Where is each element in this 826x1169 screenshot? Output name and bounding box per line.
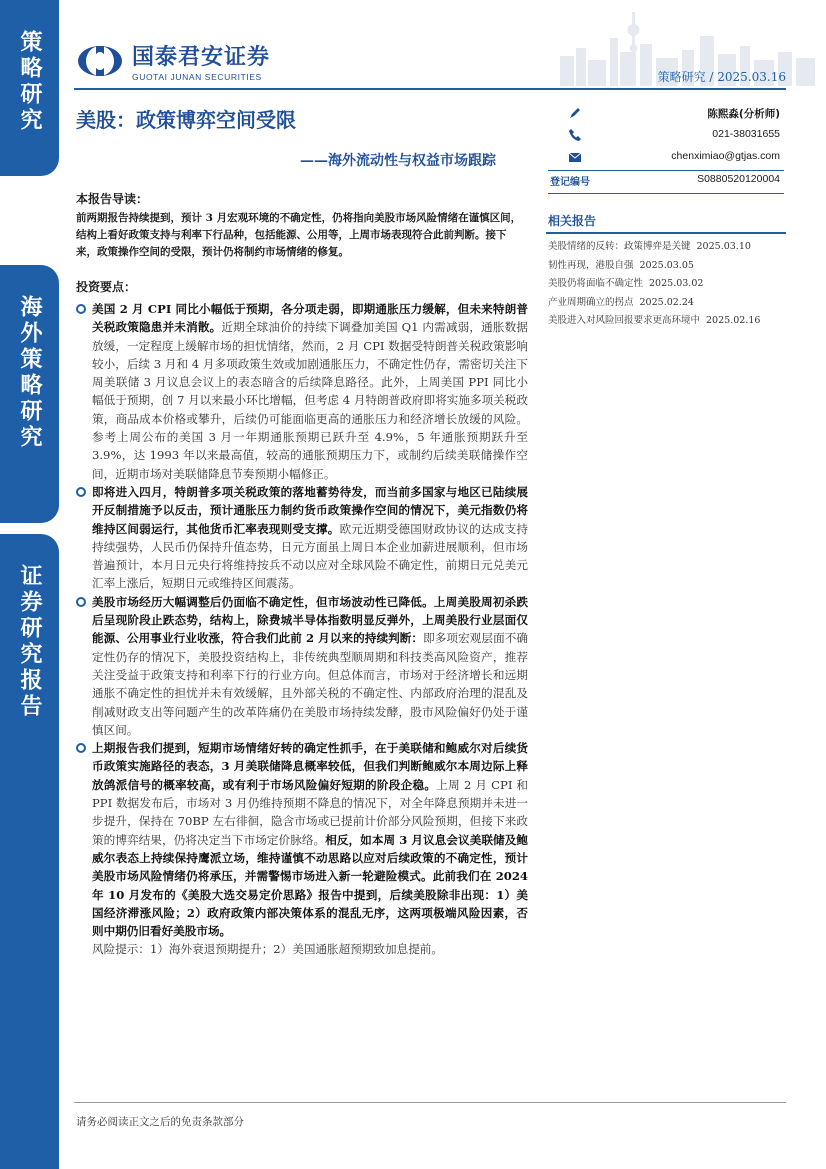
bottom-divider (74, 1102, 786, 1103)
phone-icon (568, 128, 582, 142)
sidebar-category-strategy: 策略研究 (0, 0, 59, 176)
investment-point: 美股市场经历大幅调整后仍面临不确定性，但市场波动性已降低。上周美股周初杀跌后呈现阶段止跌态势，结构上，除费城半导体指数明显反弹外，上周美股行业层面仅能源、公用事业行业收涨，符合我们此前 2 月以来的持续判断：即多项宏观层面不确定性仍存的情况下，美股投资结构上，非传统典型顺周期和科技类高风险资产，推荐关注受益于政策支持和利率下行的行业方向。但总体而言，市场对于经济增长和远期通胀不确定性的担忧并未有效缓解，且外部关税的不确定性、内部政府治理的混乱及削减财政支出等问题产生的改革阵痛仍在美股市场持续发酵，股市风险偏好仍处于谨慎区间。 (76, 593, 528, 739)
intro-heading: 本报告导读： (76, 192, 149, 206)
report-type-date: 策略研究 / 2025.03.16 (657, 70, 786, 84)
analyst-phone: 021-38031655 (712, 128, 780, 140)
investment-heading: 投资要点： (76, 280, 137, 294)
investment-point: 美国 2 月 CPI 同比小幅低于预期，各分项走弱，即期通胀压力缓解，但未来特朗普关税政策隐患并未消散。近期全球油价的持续下调叠加美国 Q1 内需减弱，通胀数据放缓，一定程度上缓解市场的担忧情绪，然而，2 月 CPI 数据受特朗普关税政策影响较小，后续 3 月和 4 月多项政策生效或加剧通胀压力，不确定性仍存，需密切关注下周美联储 3 月议息会议上的表态暗含的后续降息路径。此外，上周美国 PPI 同比小幅低于预期，创 7 月以来最小环比增幅，但考虑 4 月特朗普政府即将实施多项关税政策，商品成本价格或攀升，后续仍可能面临更高的通胀压力和经济增长放缓的风险。参考上周公布的美国 3 月一年期通胀预期已跃升至 4.9%，5 年通胀预期跃升至 3.9%，达 1993 年以来最高值，较高的通胀预期压力下，或制约后续美联储操作空间，近期市场对美联储降息节奏预期小幅修正。 (76, 300, 528, 483)
investment-point: 即将进入四月，特朗普多项关税政策的落地蓄势待发，而当前多国家与地区已陆续展开反制措施予以反击，预计通胀压力制约货币政策操作空间的情况下，美元指数仍将维持区间弱运行，其他货币汇率表现则受支撑。欧元近期受德国财政协议的达成支持持续强势，人民币仍保持升值态势，日元方面虽上周日本企业加薪进展顺利，但市场普遍预计，本月日元央行将维持按兵不动以应对全球风险不确定性，前期日元兑美元汇率上涨后，短期日元或维持区间震荡。 (76, 483, 528, 593)
analyst-name-row (548, 104, 784, 126)
investment-point: 上期报告我们提到，短期市场情绪好转的确定性抓手，在于美联储和鲍威尔对后续货币政策实施路径的表态，3 月美联储降息概率较低，但我们判断鲍威尔本周边际上释放鸽派信号的概率较高，或有利于市场风险偏好短期的阶段企稳。上周 2 月 CPI 和 PPI 数据发布后，市场对 3 月仍维持预期不降息的情况下，对全年降息预期并未进一步提升，保持在 70BP 左右徘徊，隐含市场或已提前计价部分风险预期，但接下来政策的博弈结果，仍将决定当下市场定价脉络。相反，如本周 3 月议息会议美联储及鲍威尔表态上持续保持鹰派立场，维持谨慎不动思路以应对后续政策的不确定性，预计美股市场风险情绪仍将承压，并需警惕市场进入新一轮避险模式。此前我们在 2024 年 10 月发布的《美股大选交易定价思路》报告中提到，后续美股除非出现：1）美国经济滞涨风险；2）政府政策内部决策体系的混乱无序，这两项极端风险因素，否则中期仍旧看好美股市场。 风险提示：1）海外衰退预期提升；2）美国通胀超预期致加息提前。 (76, 739, 528, 959)
brand-name-cn: 国泰君安证券 (132, 45, 271, 70)
bullet-circle-icon (76, 487, 86, 497)
reg-number: S0880520120004 (697, 173, 780, 185)
brand-name-en: GUOTAI JUNAN SECURITIES (132, 72, 262, 82)
logo-mark-icon (76, 44, 124, 78)
investment-points (76, 300, 528, 959)
bullet-circle-icon (76, 743, 86, 753)
related-item[interactable]: 美股仍将面临不确定性 2025.03.02 (548, 278, 704, 289)
analyst-name: 陈熙淼(分析师) (707, 108, 780, 120)
analyst-info (548, 104, 784, 194)
related-item[interactable]: 产业周期确立的拐点 2025.02.24 (548, 296, 694, 308)
bullet-circle-icon (76, 597, 86, 607)
disclaimer-note: 请务必阅读正文之后的免责条款部分 (76, 1116, 244, 1128)
reg-label: 登记编号 (550, 177, 590, 188)
bullet-circle-icon (76, 304, 86, 314)
analyst-reg-row (548, 171, 784, 193)
related-heading: 相关报告 (548, 214, 597, 228)
related-divider (546, 232, 786, 234)
related-item[interactable]: 韧性再现，港股自强 2025.03.05 (548, 259, 694, 271)
brand-logo (76, 40, 270, 82)
pen-icon (568, 106, 582, 120)
analyst-divider-bottom (548, 193, 784, 194)
top-divider (74, 88, 786, 90)
sidebar-category-overseas: 海外策略研究 (0, 265, 59, 523)
analyst-email-row (548, 148, 784, 170)
analyst-email[interactable]: chenximiao@gtjas.com (671, 150, 780, 162)
sidebar (0, 0, 59, 1169)
related-list (548, 238, 788, 331)
analyst-phone-row (548, 126, 784, 148)
report-title: 美股：政策博弈空间受限 (76, 108, 296, 132)
intro-body: 前两期报告持续提到，预计 3 月宏观环境的不确定性，仍将指向美股市场风险情绪在谨慎区间，结构上看好政策支持与利率下行品种，包括能源、公用等，上周市场表现符合此前判断。接下来，政策操作空间的受限，预计仍将制约市场情绪的修复。 (76, 212, 522, 258)
mail-icon (568, 150, 582, 164)
related-item[interactable]: 美股情绪的反转：政策博弈是关键 2025.03.10 (548, 241, 751, 252)
sidebar-category-report: 证券研究报告 (0, 534, 59, 1169)
related-item[interactable]: 美股进入对风险回报要求更高环境中 2025.02.16 (548, 315, 761, 326)
report-subtitle: ——海外流动性与权益市场跟踪 (300, 153, 496, 169)
